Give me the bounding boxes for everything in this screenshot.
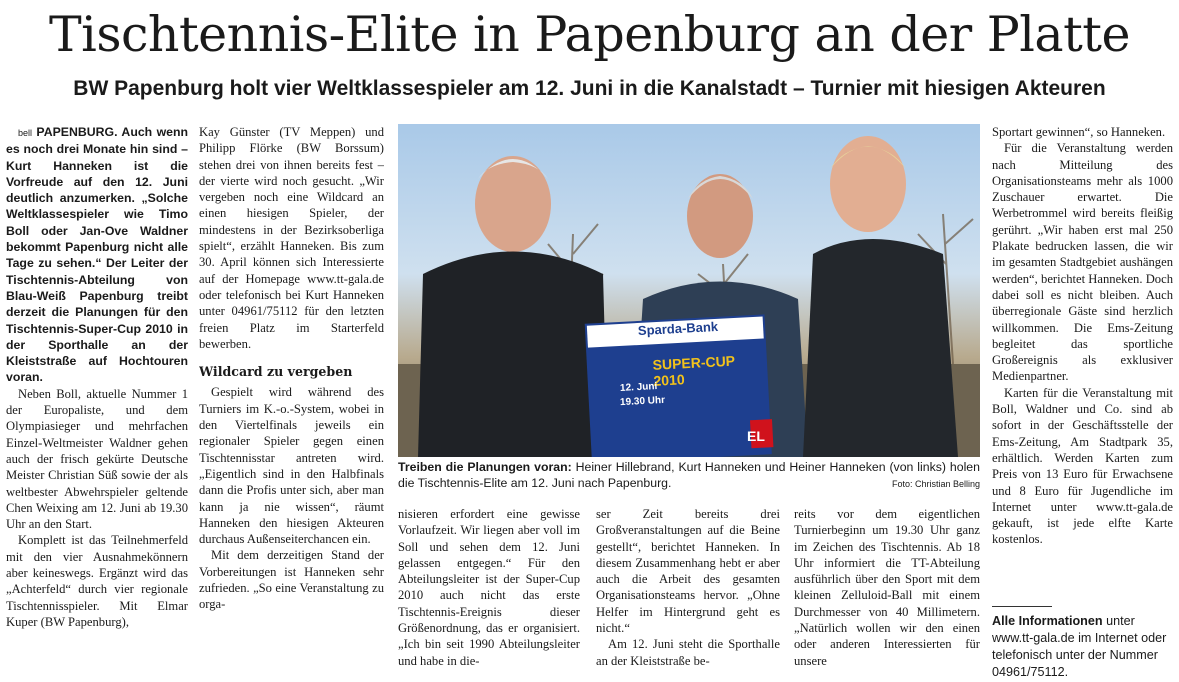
body-paragraph: Am 12. Juni steht die Sporthalle an der Kleiststraße be- [596,637,780,668]
article-column-3 [398,506,580,680]
author: bell [18,128,33,138]
headline: Tischtennis-Elite in Papenburg an der Platte [48,6,1130,63]
info-label: Alle Informationen [992,614,1103,628]
poster-banner: Sparda-Bank [637,318,719,339]
body-paragraph: Karten für die Veranstaltung mit Boll, Waldner und Co. sind ab sofort in der Geschäftsstelle der Ems-Zeitung, Am Stadtpark 35, erhältlich. Werden Karten zum Preis von 13 Euro für Erwachsene und 8 Euro für Jugendliche im Internet unter www.tt-gala.de gekauft, ist jede elfte Karte kostenlos. [992,385,1173,547]
body-paragraph: Kay Günster (TV Meppen) und Philipp Flörke (BW Borssum) stehen drei von ihnen bereits fest – der vierte wird noch gesucht. „Wir vergeben noch eine Wildcard an einen hiesigen Spieler, der mindestens in der Bezirksoberliga spielt“, erzählt Hanneken. Bis zum 30. April können sich Interessierte auf der Homepage www.tt-gala.de oder telefonisch bei Kurt Hanneken unter 04961/75112 für den letzten freien Platz im Starterfeld bewerben. [199,125,384,351]
section-subtitle: Wildcard zu vergeben [199,364,353,380]
lead-paragraph [6,124,188,386]
info-text: unter www.tt-gala.de im Internet oder telefonisch unter der Nummer 04961/75112. [992,614,1167,679]
body-paragraph: Für die Veranstaltung werden nach Mitteilung des Organisationsteams mehr als 1000 Zuschauer erwartet. Die Werbetrommel wird bereits fleißig gerührt. „Wir haben erst mal 250 Plakate bedrucken lassen, die wir im gesamten Stadtgebiet aushängen werden“, berichtet Hanneken. Doch dabei soll es nicht bleiben. Auch überregionale Gäste sind herzlich willkommen. Die Ems-Zeitung begleitet das sportliche Großereignis als exklusiver Medienpartner. [992,141,1173,384]
subheadline: BW Papenburg holt vier Weltklassespieler am 12. Juni in die Kanalstadt – Turnier mit hiesigen Akteuren [73,77,1106,100]
poster-logo: EL [747,428,765,444]
article-column-6 [992,124,1173,602]
body-paragraph: reits vor dem eigentlichen Turnierbeginn um 19.30 Uhr ganz im Zeichen des Tischtennis. Ab 18 Uhr informiert die TT-Abteilung ausführlich über den Sport mit dem kleinen Zelluloid-Ball mit einem Durchmesser von 40 Millimetern. „Natürlich wollen wir den einen oder anderen Interessierten für unsere [794,507,980,668]
body-paragraph: Neben Boll, aktuelle Nummer 1 der Europaliste, und dem Olympiasieger und mehrfachen Einzel-Weltmeister Waldner gehen auch der frisch gekürte Deutsche Meister Christian Süß sowie der als weltbester Abwehrspieler geltende Chen Weixing am 12. Juni ab 19.30 Uhr an den Start. [6,386,188,532]
article-column-4 [596,506,780,680]
poster-time: 19.30 Uhr [619,394,666,409]
poster-title: SUPER-CUP 2010 [652,352,736,389]
article-photo [398,124,980,457]
article-column-2 [199,124,384,680]
lead-text: PAPENBURG. Auch wenn es noch drei Monate hin sind – Kurt Hanneken ist die Vorfreude auf den 12. Juni deutlich anzumerken. „Solche Weltklassespieler wie Timo Boll oder Jan-Ove Waldner bekommt Papenburg nicht alle Tage zu sehen.“ Der Leiter der Tischtennis-Abteilung von Blau-Weiß Papenburg treibt derzeit die Planungen für den Tischtennis-Super-Cup 2010 in der Sporthalle an der Kleiststraße auf Hochtouren voran. [6,125,188,385]
body-paragraph: Gespielt wird während des Turniers im K.-o.-System, wobei in den Viertelfinals jeweils ein regionaler Spieler gegen einen Tischtennisstar antreten wird. „Eigentlich sind in den Halbfinals dann die Profis unter sich, aber man kann ja nie wissen“, räumt Hanneken den hiesigen Akteuren durchaus Außenseiterchancen ein. [199,385,384,547]
info-divider [992,606,1052,607]
info-box [992,606,1173,681]
body-paragraph: Komplett ist das Teilnehmerfeld mit den vier Ausnahmekönnern aber keineswegs. Ergänzt wird das „Achterfeld“ durch vier regionale Tischtennisspieler. Mit Elmar Kuper (BW Papenburg), [6,533,188,629]
caption-label: Treiben die Planungen voran: [398,460,572,474]
body-paragraph: Mit dem derzeitigen Stand der Vorbereitungen ist Hanneken sehr zufrieden. „So eine Veranstaltung zu orga- [199,548,384,612]
article-column-1 [6,124,188,680]
body-paragraph: Sportart gewinnen“, so Hanneken. [992,125,1166,139]
photo-illustration [398,124,980,457]
caption-text: Heiner Hillebrand, Kurt Hanneken und Heiner Hanneken (von links) holen die Tischtennis-Elite am 12. Juni nach Papenburg. [398,460,980,490]
article-column-5 [794,506,980,680]
poster-date: 12. Juni [619,381,658,394]
body-paragraph: ser Zeit bereits drei Großveranstaltungen auf die Beine gestellt“, berichtet Hanneken. In diesem Zusammenhang hebt er aber auch die Arbeit des gesamten Organisationsteams hervor. „Ohne Helfer im Hintergrund geht es nicht.“ [596,507,780,636]
photo-credit: Foto: Christian Belling [891,479,980,489]
body-paragraph: nisieren erfordert eine gewisse Vorlaufzeit. Wir liegen aber voll im Soll und sehen dem 12. Juni gelassen entgegen.“ Für den Abteilungsleiter ist der Super-Cup 2010 auch nicht das erste Tischtennis-Ereignis dieser Größenordnung, das er organisiert. „Ich bin seit 1990 Abteilungsleiter und habe in die- [398,507,580,668]
